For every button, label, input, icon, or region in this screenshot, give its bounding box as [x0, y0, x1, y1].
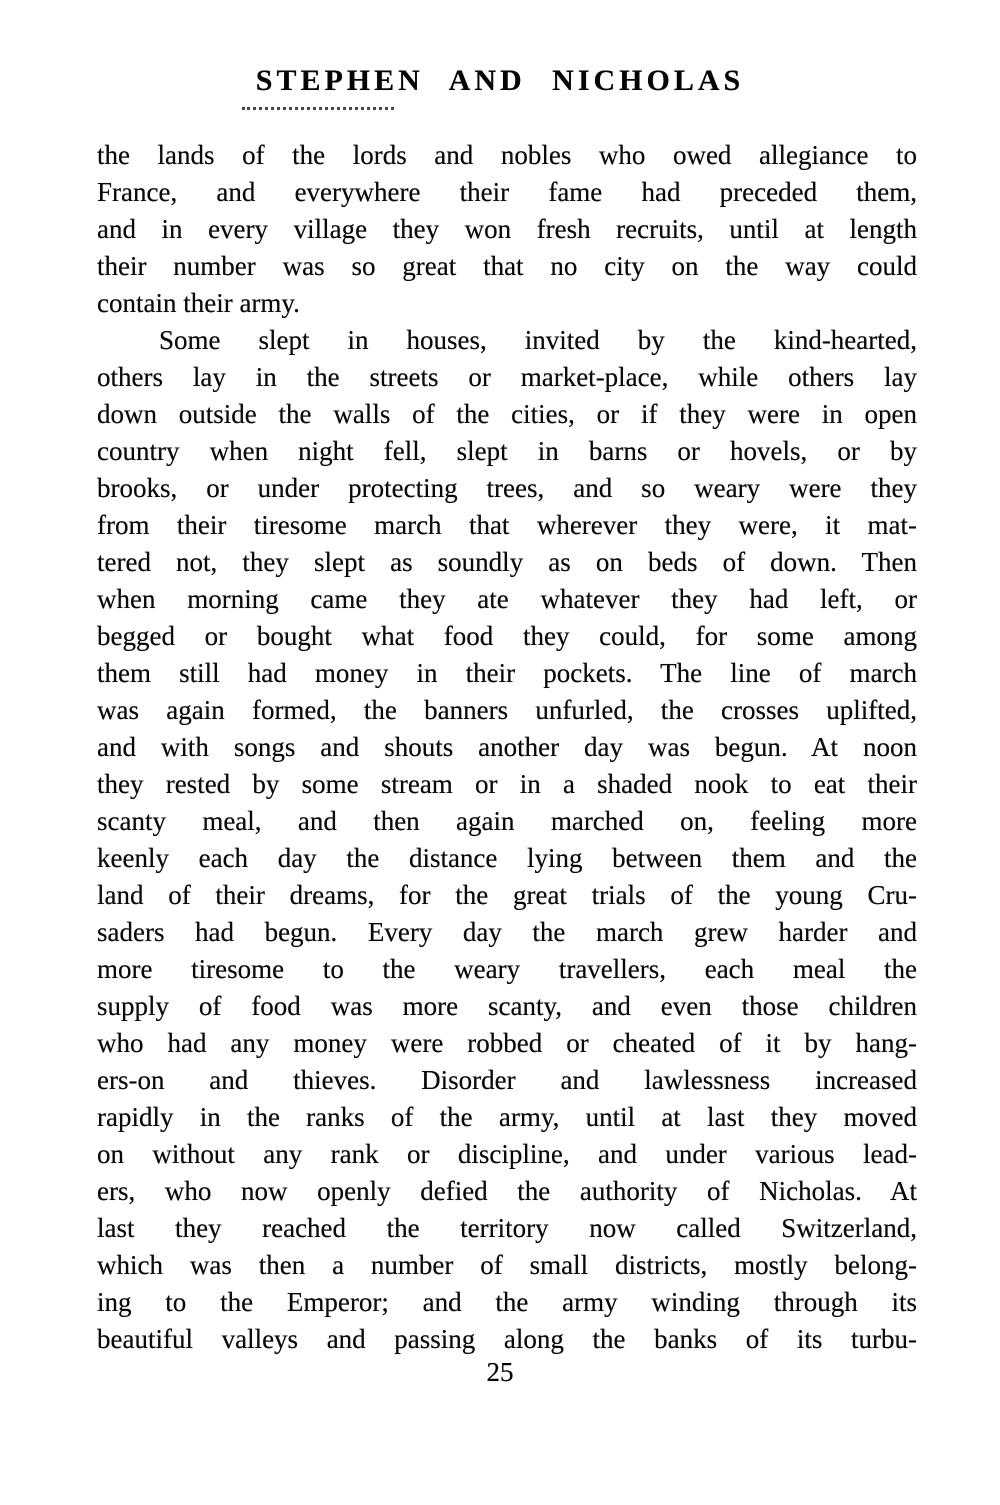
text-line: rapidly in the ranks of the army, until at last they moved — [97, 1102, 917, 1132]
text-line: more tiresome to the weary travellers, each meal the — [97, 954, 917, 984]
text-line: on without any rank or discipline, and under various lead- — [97, 1139, 917, 1169]
text-line: they rested by some stream or in a shaded nook to eat their — [97, 769, 917, 799]
text-line: them still had money in their pockets. The line of march — [97, 658, 917, 688]
text-line: scanty meal, and then again marched on, feeling more — [97, 806, 917, 836]
text-line: and with songs and shouts another day was begun. At noon — [97, 732, 917, 762]
text-line: ers-on and thieves. Disorder and lawlessness increased — [97, 1065, 917, 1095]
text-line: begged or bought what food they could, for some among — [97, 621, 917, 651]
text-line: tered not, they slept as soundly as on beds of down. Then — [97, 547, 917, 577]
text-line: keenly each day the distance lying between them and the — [97, 843, 917, 873]
text-line: and in every village they won fresh recruits, until at length — [97, 214, 917, 244]
text-line: beautiful valleys and passing along the banks of its turbu- — [97, 1324, 917, 1354]
page-number: 25 — [486, 1357, 514, 1387]
text-line: saders had begun. Every day the march grew harder and — [97, 917, 917, 947]
body-text-block — [97, 137, 917, 1358]
text-line: last they reached the territory now called Switzerland, — [97, 1213, 917, 1243]
text-line: from their tiresome march that wherever they were, it mat- — [97, 510, 917, 540]
text-line: ing to the Emperor; and the army winding through its — [97, 1287, 917, 1317]
text-line: their number was so great that no city on the way could — [97, 251, 917, 281]
text-line: brooks, or under protecting trees, and so weary were they — [97, 473, 917, 503]
text-line: which was then a number of small districts, mostly belong- — [97, 1250, 917, 1280]
text-line: contain their army. — [97, 288, 300, 318]
scan-artifact-dots — [242, 107, 394, 110]
text-line: land of their dreams, for the great trials of the young Cru- — [97, 880, 917, 910]
text-line: country when night fell, slept in barns or hovels, or by — [97, 436, 917, 466]
text-line: the lands of the lords and nobles who owed allegiance to — [97, 140, 917, 170]
text-line: was again formed, the banners unfurled, the crosses uplifted, — [97, 695, 917, 725]
running-header: STEPHEN AND NICHOLAS — [255, 64, 745, 97]
text-line: Some slept in houses, invited by the kind-hearted, — [159, 325, 917, 355]
text-line: supply of food was more scanty, and even those children — [97, 991, 917, 1021]
text-line: down outside the walls of the cities, or if they were in open — [97, 399, 917, 429]
text-line: ers, who now openly defied the authority of Nicholas. At — [97, 1176, 917, 1206]
text-line: who had any money were robbed or cheated of it by hang- — [97, 1028, 917, 1058]
text-line: when morning came they ate whatever they had left, or — [97, 584, 917, 614]
text-line: others lay in the streets or market-place, while others lay — [97, 362, 917, 392]
text-line: France, and everywhere their fame had preceded them, — [97, 177, 917, 207]
